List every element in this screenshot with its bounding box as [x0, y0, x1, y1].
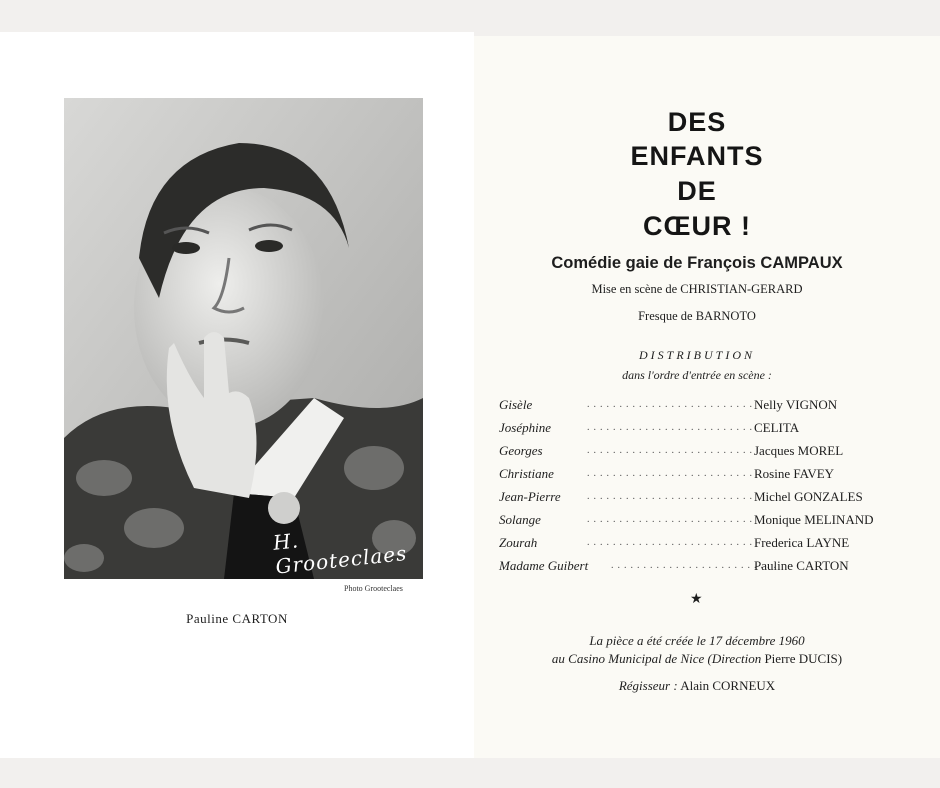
cast-row: [499, 558, 919, 576]
cast-row: [499, 397, 919, 415]
regisseur-line: [474, 678, 920, 694]
premiere-line-2: [474, 651, 920, 667]
photographer-signature: H. Grooteclaes: [271, 528, 409, 579]
cast-actor: Rosine FAVEY: [754, 466, 835, 481]
subtitle: Comédie gaie de François CAMPAUX: [551, 254, 843, 272]
cast-actor: Pauline CARTON: [754, 558, 849, 573]
cast-actor: CELITA: [754, 420, 800, 435]
premiere-direction: Direction: [711, 651, 762, 666]
title-line-3: DE: [677, 176, 717, 206]
cast-row: [499, 420, 919, 438]
premiere-venue: au Casino Municipal de Nice (: [551, 651, 712, 666]
distribution-subheading: dans l'ordre d'entrée en scène :: [622, 368, 772, 382]
photo-credit: Photo Grooteclaes: [344, 584, 403, 593]
cast-actor: Jacques MOREL: [754, 443, 844, 458]
leader-dots: ..........................: [587, 399, 756, 410]
cast-actor: Frederica LAYNE: [754, 535, 850, 550]
leader-dots: ..........................: [587, 445, 756, 456]
portrait-caption: Pauline CARTON: [186, 611, 288, 626]
leader-dots: ..........................: [587, 537, 756, 548]
leader-dots: ..........................: [587, 468, 756, 479]
cast-role: Georges: [499, 443, 543, 458]
title-line-4: CŒUR !: [643, 211, 751, 241]
portrait-photo: [64, 98, 423, 579]
regisseur-name: Alain CORNEUX: [677, 678, 776, 693]
cast-role: Gisèle: [499, 397, 533, 412]
leader-dots: ..........................: [587, 514, 756, 525]
premiere-line-1: La pièce a été créée le 17 décembre 1960: [589, 633, 805, 648]
title-line-2: ENFANTS: [630, 141, 764, 171]
star-ornament: ★: [690, 592, 703, 607]
premiere-director: Pierre DUCIS): [761, 651, 843, 666]
mise-en-scene: Mise en scène de CHRISTIAN-GERARD: [591, 282, 803, 296]
fresque: Fresque de BARNOTO: [638, 309, 756, 323]
leader-dots: ..........................: [587, 491, 756, 502]
cast-row: [499, 443, 919, 461]
cast-role: Solange: [499, 512, 541, 527]
cast-role: Jean-Pierre: [499, 489, 561, 504]
cast-role: Zourah: [499, 535, 538, 550]
cast-row: [499, 489, 919, 507]
cast-role: Christiane: [499, 466, 554, 481]
cast-actor: Nelly VIGNON: [754, 397, 838, 412]
regisseur-label: Régisseur :: [618, 678, 678, 693]
leader-dots: ..........................: [611, 560, 780, 571]
title-line-1: DES: [667, 107, 727, 137]
cast-actor: Michel GONZALES: [754, 489, 863, 504]
cast-role: Madame Guibert: [499, 558, 589, 573]
leader-dots: ..........................: [587, 422, 756, 433]
cast-row: [499, 535, 919, 553]
distribution-heading: DISTRIBUTION: [639, 348, 755, 362]
cast-row: [499, 466, 919, 484]
cast-actor: Monique MELINAND: [754, 512, 874, 527]
cast-role: Joséphine: [499, 420, 551, 435]
cast-row: [499, 512, 919, 530]
